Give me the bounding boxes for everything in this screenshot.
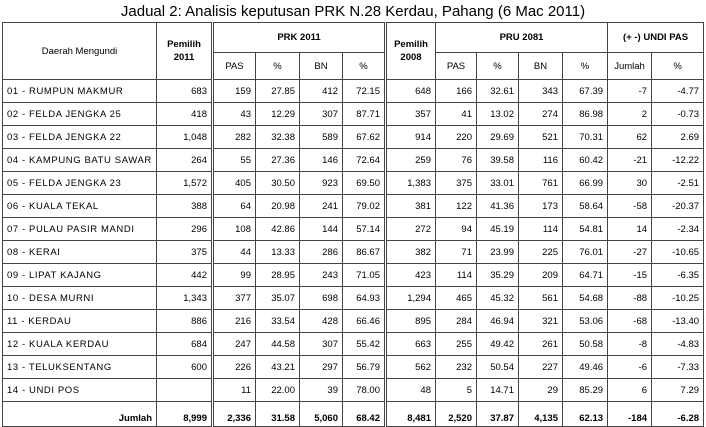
cell-pas08: 255 <box>436 333 477 356</box>
cell-bnp11: 78.00 <box>343 379 386 402</box>
cell-v11: 418 <box>157 103 213 126</box>
table-row <box>3 103 704 126</box>
total-sw: -184 <box>608 402 652 427</box>
cell-pasp11: 43.21 <box>256 356 300 379</box>
header-pru-2081: PRU 2081 <box>436 23 608 53</box>
cell-pas08: 166 <box>436 80 477 103</box>
cell-bnp08: 54.81 <box>563 218 608 241</box>
total-pas11: 2,336 <box>213 402 256 427</box>
cell-swp: -12.22 <box>652 149 704 172</box>
cell-sw: 2 <box>608 103 652 126</box>
table-row <box>3 218 704 241</box>
cell-pasp08: 33.01 <box>477 172 519 195</box>
cell-pasp08: 45.19 <box>477 218 519 241</box>
cell-pasp08: 50.54 <box>477 356 519 379</box>
total-swp: -6.28 <box>652 402 704 427</box>
cell-bnp08: 66.99 <box>563 172 608 195</box>
cell-sw: -15 <box>608 264 652 287</box>
cell-pasp08: 45.32 <box>477 287 519 310</box>
cell-sw: -7 <box>608 80 652 103</box>
cell-pasp08: 41.36 <box>477 195 519 218</box>
cell-sw: 14 <box>608 218 652 241</box>
cell-pasp11: 22.00 <box>256 379 300 402</box>
cell-pasp08: 35.29 <box>477 264 519 287</box>
cell-pas08: 5 <box>436 379 477 402</box>
cell-pasp11: 44.58 <box>256 333 300 356</box>
header-sub-swing-pct: % <box>652 53 704 80</box>
table-row <box>3 310 704 333</box>
cell-v11: 296 <box>157 218 213 241</box>
cell-v08: 381 <box>386 195 436 218</box>
header-sub-pasp11: % <box>256 53 300 80</box>
cell-pas11: 11 <box>213 379 256 402</box>
cell-swp: -2.34 <box>652 218 704 241</box>
cell-pasp11: 27.36 <box>256 149 300 172</box>
header-sub-bn11: BN <box>300 53 343 80</box>
cell-pasp08: 46.94 <box>477 310 519 333</box>
cell-bnp08: 64.71 <box>563 264 608 287</box>
table-row <box>3 149 704 172</box>
cell-bnp11: 72.64 <box>343 149 386 172</box>
cell-bnp08: 70.31 <box>563 126 608 149</box>
header-sub-bnp08: % <box>563 53 608 80</box>
cell-pas08: 375 <box>436 172 477 195</box>
cell-v11: 375 <box>157 241 213 264</box>
table-row <box>3 287 704 310</box>
cell-bnp11: 66.46 <box>343 310 386 333</box>
cell-bn11: 412 <box>300 80 343 103</box>
cell-pas11: 99 <box>213 264 256 287</box>
total-label: Jumlah <box>3 402 157 427</box>
cell-bn11: 243 <box>300 264 343 287</box>
header-sub-pasp08: % <box>477 53 519 80</box>
cell-pas08: 71 <box>436 241 477 264</box>
cell-sw: -6 <box>608 356 652 379</box>
cell-bn08: 343 <box>519 80 563 103</box>
cell-v08: 382 <box>386 241 436 264</box>
cell-v11: 1,048 <box>157 126 213 149</box>
cell-v11: 264 <box>157 149 213 172</box>
cell-bn08: 521 <box>519 126 563 149</box>
table-caption: Jadual 2: Analisis keputusan PRK N.28 Kerdau, Pahang (6 Mac 2011) <box>120 3 586 20</box>
cell-bnp11: 67.62 <box>343 126 386 149</box>
header-swing: (+ -) UNDI PAS <box>608 23 704 53</box>
cell-v11: 684 <box>157 333 213 356</box>
header-sub-bnp11: % <box>343 53 386 80</box>
cell-v11: 683 <box>157 80 213 103</box>
cell-name: 06 - KUALA TEKAL <box>3 195 157 218</box>
cell-bn08: 274 <box>519 103 563 126</box>
cell-name: 01 - RUMPUN MAKMUR <box>3 80 157 103</box>
cell-v08: 895 <box>386 310 436 333</box>
cell-pas11: 159 <box>213 80 256 103</box>
cell-name: 12 - KUALA KERDAU <box>3 333 157 356</box>
cell-pas11: 108 <box>213 218 256 241</box>
cell-pasp08: 14.71 <box>477 379 519 402</box>
cell-bn08: 261 <box>519 333 563 356</box>
cell-bn11: 286 <box>300 241 343 264</box>
cell-bn11: 307 <box>300 333 343 356</box>
cell-name: 10 - DESA MURNI <box>3 287 157 310</box>
cell-bnp08: 67.39 <box>563 80 608 103</box>
cell-swp: -7.33 <box>652 356 704 379</box>
cell-pas08: 41 <box>436 103 477 126</box>
cell-v11: 1,343 <box>157 287 213 310</box>
table-row <box>3 264 704 287</box>
cell-v08: 423 <box>386 264 436 287</box>
cell-pasp11: 13.33 <box>256 241 300 264</box>
cell-bn08: 29 <box>519 379 563 402</box>
cell-sw: 6 <box>608 379 652 402</box>
results-table <box>2 22 704 427</box>
cell-bnp11: 69.50 <box>343 172 386 195</box>
cell-pas11: 44 <box>213 241 256 264</box>
cell-swp: -6.35 <box>652 264 704 287</box>
total-row <box>3 402 704 427</box>
cell-pas11: 247 <box>213 333 256 356</box>
cell-name: 02 - FELDA JENGKA 25 <box>3 103 157 126</box>
cell-bn11: 698 <box>300 287 343 310</box>
cell-bnp11: 64.93 <box>343 287 386 310</box>
cell-name: 14 - UNDI POS <box>3 379 157 402</box>
cell-pas08: 76 <box>436 149 477 172</box>
cell-bnp11: 71.05 <box>343 264 386 287</box>
cell-name: 05 - FELDA JENGKA 23 <box>3 172 157 195</box>
cell-bnp08: 58.64 <box>563 195 608 218</box>
table-row <box>3 356 704 379</box>
total-bnp11: 68.42 <box>343 402 386 427</box>
cell-pasp11: 32.38 <box>256 126 300 149</box>
cell-swp: -4.77 <box>652 80 704 103</box>
cell-bnp08: 60.42 <box>563 149 608 172</box>
cell-pas08: 232 <box>436 356 477 379</box>
cell-pasp11: 28.95 <box>256 264 300 287</box>
cell-sw: -88 <box>608 287 652 310</box>
cell-v08: 259 <box>386 149 436 172</box>
cell-bnp08: 85.29 <box>563 379 608 402</box>
cell-bnp11: 86.67 <box>343 241 386 264</box>
cell-bn08: 116 <box>519 149 563 172</box>
cell-bnp08: 54.68 <box>563 287 608 310</box>
cell-pasp08: 29.69 <box>477 126 519 149</box>
cell-bnp11: 79.02 <box>343 195 386 218</box>
table-body <box>3 80 704 427</box>
cell-v11: 388 <box>157 195 213 218</box>
cell-swp: 7.29 <box>652 379 704 402</box>
cell-sw: -21 <box>608 149 652 172</box>
cell-bnp08: 53.06 <box>563 310 608 333</box>
cell-v11: 442 <box>157 264 213 287</box>
cell-pasp08: 13.02 <box>477 103 519 126</box>
cell-pasp08: 23.99 <box>477 241 519 264</box>
cell-bn11: 144 <box>300 218 343 241</box>
cell-bn08: 561 <box>519 287 563 310</box>
cell-sw: -8 <box>608 333 652 356</box>
cell-pasp11: 35.07 <box>256 287 300 310</box>
cell-v11: 1,572 <box>157 172 213 195</box>
cell-pasp11: 27.85 <box>256 80 300 103</box>
cell-v08: 357 <box>386 103 436 126</box>
total-v08: 8,481 <box>386 402 436 427</box>
cell-sw: 30 <box>608 172 652 195</box>
cell-bn08: 321 <box>519 310 563 333</box>
cell-bn11: 146 <box>300 149 343 172</box>
header-prk-2011: PRK 2011 <box>213 23 386 53</box>
table-row <box>3 172 704 195</box>
cell-bnp08: 49.46 <box>563 356 608 379</box>
table-row <box>3 80 704 103</box>
total-bn08: 4,135 <box>519 402 563 427</box>
cell-v08: 562 <box>386 356 436 379</box>
cell-bn08: 173 <box>519 195 563 218</box>
cell-sw: 62 <box>608 126 652 149</box>
cell-pasp08: 32.61 <box>477 80 519 103</box>
total-pas08: 2,520 <box>436 402 477 427</box>
cell-bnp11: 55.42 <box>343 333 386 356</box>
cell-bn08: 225 <box>519 241 563 264</box>
cell-sw: -58 <box>608 195 652 218</box>
cell-bn08: 114 <box>519 218 563 241</box>
cell-v08: 648 <box>386 80 436 103</box>
cell-bnp11: 87.71 <box>343 103 386 126</box>
cell-bnp11: 57.14 <box>343 218 386 241</box>
cell-pas08: 284 <box>436 310 477 333</box>
table-row <box>3 333 704 356</box>
cell-pasp11: 42.86 <box>256 218 300 241</box>
table-row <box>3 195 704 218</box>
cell-bn11: 297 <box>300 356 343 379</box>
header-sub-pas08: PAS <box>436 53 477 80</box>
cell-swp: -10.25 <box>652 287 704 310</box>
cell-pasp11: 30.50 <box>256 172 300 195</box>
cell-pas08: 94 <box>436 218 477 241</box>
total-v11: 8,999 <box>157 402 213 427</box>
cell-v08: 1,383 <box>386 172 436 195</box>
cell-name: 07 - PULAU PASIR MANDI <box>3 218 157 241</box>
cell-bn11: 428 <box>300 310 343 333</box>
total-pasp11: 31.58 <box>256 402 300 427</box>
cell-pas11: 55 <box>213 149 256 172</box>
header-sub-bn08: BN <box>519 53 563 80</box>
cell-pas08: 114 <box>436 264 477 287</box>
cell-sw: -27 <box>608 241 652 264</box>
cell-pas11: 226 <box>213 356 256 379</box>
cell-v08: 914 <box>386 126 436 149</box>
total-bn11: 5,060 <box>300 402 343 427</box>
cell-swp: -13.40 <box>652 310 704 333</box>
table-row <box>3 241 704 264</box>
header-voters-2008: Pemilih 2008 <box>386 23 436 80</box>
cell-name: 04 - KAMPUNG BATU SAWAR <box>3 149 157 172</box>
cell-bn11: 589 <box>300 126 343 149</box>
cell-bn11: 241 <box>300 195 343 218</box>
cell-swp: -0.73 <box>652 103 704 126</box>
cell-pasp08: 49.42 <box>477 333 519 356</box>
cell-bn11: 923 <box>300 172 343 195</box>
cell-pas11: 64 <box>213 195 256 218</box>
table-row <box>3 126 704 149</box>
cell-pas11: 282 <box>213 126 256 149</box>
cell-pasp11: 33.54 <box>256 310 300 333</box>
cell-pas08: 122 <box>436 195 477 218</box>
table-row <box>3 379 704 402</box>
cell-sw: -68 <box>608 310 652 333</box>
cell-v08: 272 <box>386 218 436 241</box>
cell-pasp11: 12.29 <box>256 103 300 126</box>
header-sub-swing-total: Jumlah <box>608 53 652 80</box>
cell-pas08: 465 <box>436 287 477 310</box>
cell-pas11: 377 <box>213 287 256 310</box>
cell-pas11: 216 <box>213 310 256 333</box>
cell-bn11: 39 <box>300 379 343 402</box>
cell-swp: -10.65 <box>652 241 704 264</box>
cell-v11: 886 <box>157 310 213 333</box>
header-row-top <box>3 23 704 53</box>
cell-v11: 600 <box>157 356 213 379</box>
header-sub-pas11: PAS <box>213 53 256 80</box>
cell-pasp11: 20.98 <box>256 195 300 218</box>
cell-name: 08 - KERAI <box>3 241 157 264</box>
total-bnp08: 62.13 <box>563 402 608 427</box>
cell-pas11: 405 <box>213 172 256 195</box>
cell-v08: 663 <box>386 333 436 356</box>
cell-swp: -4.83 <box>652 333 704 356</box>
cell-name: 13 - TELUKSENTANG <box>3 356 157 379</box>
header-voters-2011: Pemilih 2011 <box>157 23 213 80</box>
cell-bn08: 209 <box>519 264 563 287</box>
cell-bnp08: 86.98 <box>563 103 608 126</box>
cell-swp: -20.37 <box>652 195 704 218</box>
cell-v11 <box>157 379 213 402</box>
cell-pas11: 43 <box>213 103 256 126</box>
total-pasp08: 37.87 <box>477 402 519 427</box>
cell-v08: 48 <box>386 379 436 402</box>
header-area: Daerah Mengundi <box>3 23 157 80</box>
cell-bn08: 227 <box>519 356 563 379</box>
cell-pasp08: 39.58 <box>477 149 519 172</box>
cell-v08: 1,294 <box>386 287 436 310</box>
cell-swp: 2.69 <box>652 126 704 149</box>
cell-pas08: 220 <box>436 126 477 149</box>
cell-name: 03 - FELDA JENGKA 22 <box>3 126 157 149</box>
cell-bnp11: 72.15 <box>343 80 386 103</box>
cell-name: 09 - LIPAT KAJANG <box>3 264 157 287</box>
cell-bnp08: 76.01 <box>563 241 608 264</box>
cell-bn11: 307 <box>300 103 343 126</box>
cell-swp: -2.51 <box>652 172 704 195</box>
cell-bnp11: 56.79 <box>343 356 386 379</box>
cell-name: 11 - KERDAU <box>3 310 157 333</box>
cell-bn08: 761 <box>519 172 563 195</box>
cell-bnp08: 50.58 <box>563 333 608 356</box>
